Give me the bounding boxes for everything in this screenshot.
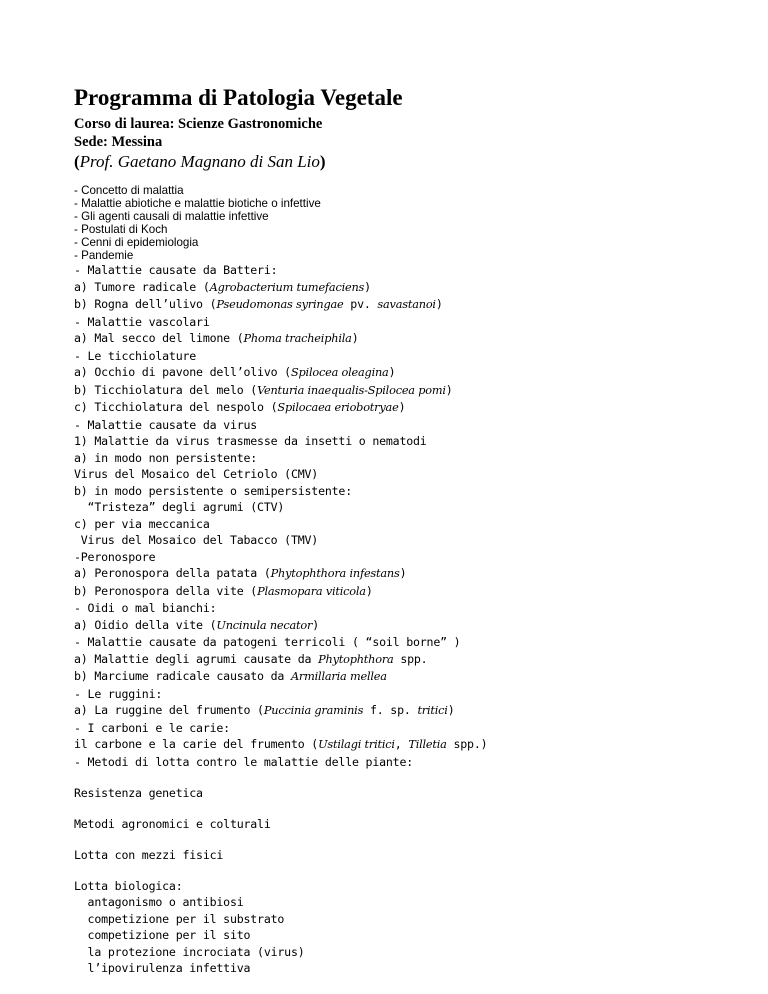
list-item: competizione per il substrato <box>74 911 285 926</box>
list-item: b) in modo persistente o semipersistente: <box>74 483 352 498</box>
list-item: “Tristeza” degli agrumi (CTV) <box>74 500 285 514</box>
section-heading: - Le ticchiolature <box>74 348 197 363</box>
document-page <box>74 84 734 977</box>
list-item: - Malattie abiotiche e malattie biotiche o infettive <box>74 197 321 210</box>
list-item: - Pandemie <box>74 249 134 262</box>
method-physical: Lotta con mezzi fisici <box>74 847 224 862</box>
intro-list <box>74 184 734 262</box>
list-item: a) Malattie degli agrumi causate da Phytophthora spp. <box>74 651 428 666</box>
professor-line: (Prof. Gaetano Magnano di San Lio) <box>74 152 326 171</box>
list-item: - Gli agenti causali di malattie infettive <box>74 210 269 223</box>
list-item: - Postulati di Koch <box>74 223 168 236</box>
method-genetic: Resistenza genetica <box>74 785 203 800</box>
list-item: antagonismo o antibiosi <box>74 895 244 909</box>
section-heading: - Malattie causate da virus <box>74 417 258 432</box>
seat-line: Sede: Messina <box>74 133 163 150</box>
list-item: a) Peronospora della patata (Phytophthora infestans) <box>74 566 407 580</box>
list-item: a) Tumore radicale (Agrobacterium tumefaciens) <box>74 279 371 294</box>
page-title: Programma di Patologia Vegetale <box>74 85 403 110</box>
list-item: a) La ruggine del frumento (Puccinia graminis f. sp. tritici) <box>74 703 455 717</box>
list-item: - Concetto di malattia <box>74 184 184 197</box>
section-heading: - I carboni e le carie: <box>74 720 230 735</box>
list-item: l’ipovirulenza infettiva <box>74 961 251 975</box>
list-item: Virus del Mosaico del Tabacco (TMV) <box>74 533 319 547</box>
control-methods <box>74 785 734 977</box>
list-item: a) Oidio della vite (Uncinula necator) <box>74 617 319 632</box>
list-item: a) Occhio di pavone dell’olivo (Spilocea oleagina) <box>74 365 396 379</box>
section-heading: - Le ruggini: <box>74 686 163 701</box>
list-item: a) in modo non persistente: <box>74 450 258 465</box>
professor-name: Prof. Gaetano Magnano di San Lio <box>79 152 320 171</box>
list-item: il carbone e la carie del frumento (Ustilagi tritici, Tilletia spp.) <box>74 737 488 751</box>
list-item: competizione per il sito <box>74 928 251 942</box>
section-heading: - Oidi o mal bianchi: <box>74 601 217 615</box>
list-item: - Cenni di epidemiologia <box>74 236 199 249</box>
list-item: 1) Malattie da virus trasmesse da insetti o nematodi <box>74 434 427 448</box>
section-heading: -Peronospore <box>74 549 156 564</box>
list-item: la protezione incrociata (virus) <box>74 944 305 959</box>
section-heading: - Metodi di lotta contro le malattie delle piante: <box>74 754 414 769</box>
method-agronomic: Metodi agronomici e colturali <box>74 816 271 831</box>
section-heading: - Malattie causate da patogeni terricoli ( “soil borne” ) <box>74 635 461 649</box>
section-heading: - Malattie vascolari <box>74 314 210 329</box>
list-item: b) Ticchiolatura del melo (Venturia inaequalis-Spilocea pomi) <box>74 382 453 397</box>
list-item: a) Mal secco del limone (Phoma tracheiphila) <box>74 331 359 345</box>
list-item: b) Marciume radicale causato da Armillaria mellea <box>74 669 387 683</box>
section-heading: - Malattie causate da Batteri: <box>74 263 278 277</box>
list-item: c) per via meccanica <box>74 516 210 531</box>
list-item: b) Peronospora della vite (Plasmopara viticola) <box>74 583 373 598</box>
list-item: b) Rogna dell’ulivo (Pseudomonas syringae pv. savastanoi) <box>74 297 443 311</box>
list-item: c) Ticchiolatura del nespolo (Spilocaea eriobotryae) <box>74 400 406 414</box>
topics-list <box>74 262 734 770</box>
course-line: Corso di laurea: Scienze Gastronomiche <box>74 116 323 132</box>
method-biological: Lotta biologica: <box>74 878 183 893</box>
list-item: Virus del Mosaico del Cetriolo (CMV) <box>74 467 319 481</box>
